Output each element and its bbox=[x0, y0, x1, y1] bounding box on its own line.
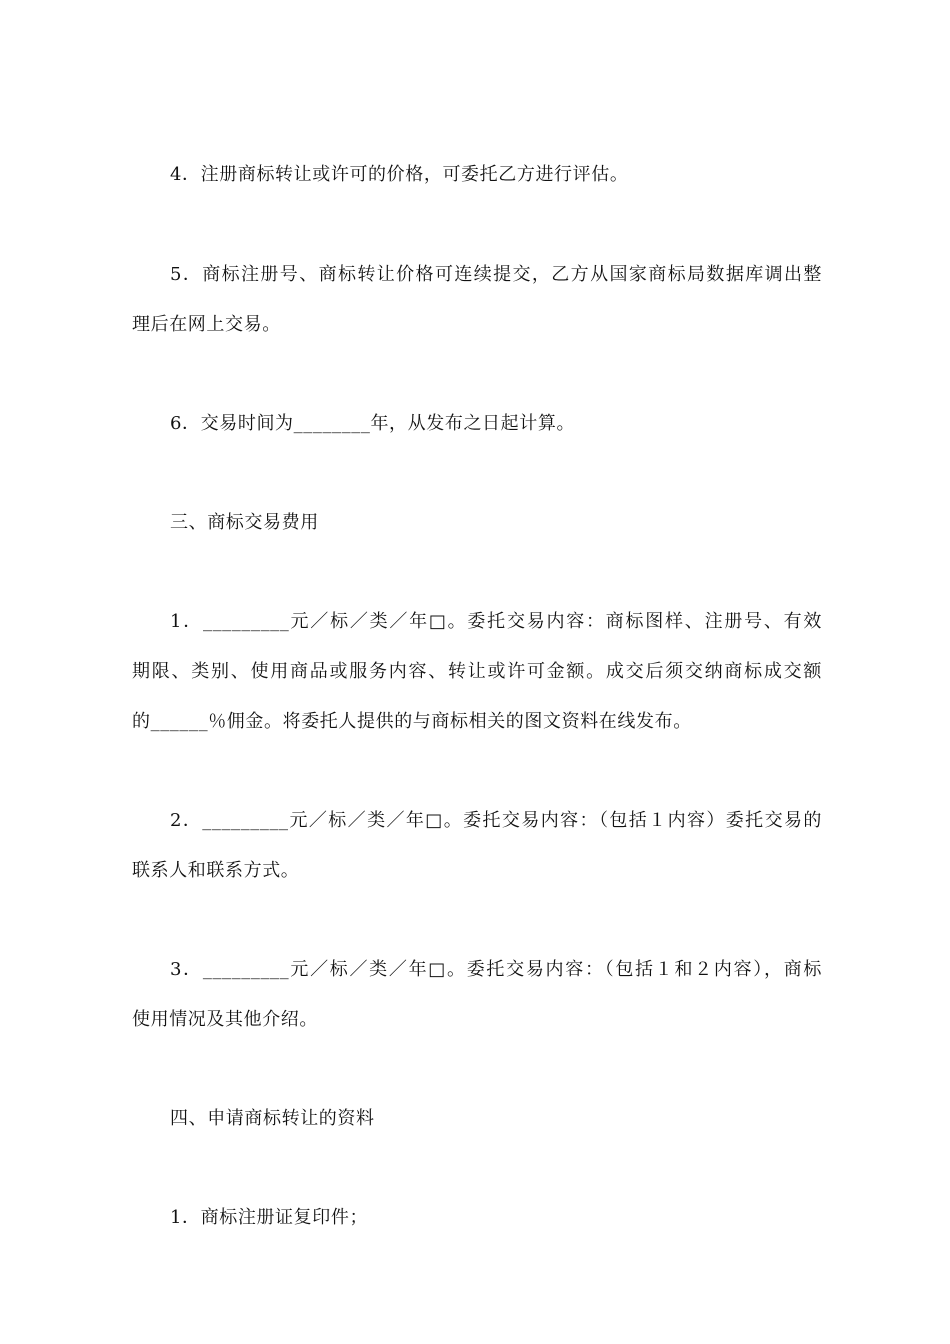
fee-3-line-1: 3．_________元／标／类／年□。委托交易内容：（包括１和２内容），商标 bbox=[170, 959, 822, 980]
section-4-heading: 四、申请商标转让的资料 bbox=[170, 1108, 375, 1129]
fee-3-line-2: 使用情况及其他介绍。 bbox=[132, 1009, 318, 1030]
clause-4-line: 4．注册商标转让或许可的价格，可委托乙方进行评估。 bbox=[170, 164, 629, 185]
fee-1-line-1: 1．_________元／标／类／年□。委托交易内容：商标图样、注册号、有效 bbox=[170, 611, 822, 632]
fee-2-line-1: 2．_________元／标／类／年□。委托交易内容：（包括１内容）委托交易的 bbox=[170, 810, 822, 831]
section-3-heading: 三、商标交易费用 bbox=[170, 512, 319, 533]
clause-5-line-2: 理后在网上交易。 bbox=[132, 314, 281, 335]
clause-5-line-1: 5．商标注册号、商标转让价格可连续提交，乙方从国家商标局数据库调出整 bbox=[170, 264, 822, 285]
clause-6-line: 6．交易时间为________年，从发布之日起计算。 bbox=[170, 413, 576, 434]
fee-2-line-2: 联系人和联系方式。 bbox=[132, 860, 300, 881]
fee-1-line-2: 期限、类别、使用商品或服务内容、转让或许可金额。成交后须交纳商标成交额 bbox=[132, 661, 822, 682]
material-1-line: 1．商标注册证复印件； bbox=[170, 1207, 369, 1228]
fee-1-line-3: 的______％佣金。将委托人提供的与商标相关的图文资料在线发布。 bbox=[132, 711, 692, 732]
